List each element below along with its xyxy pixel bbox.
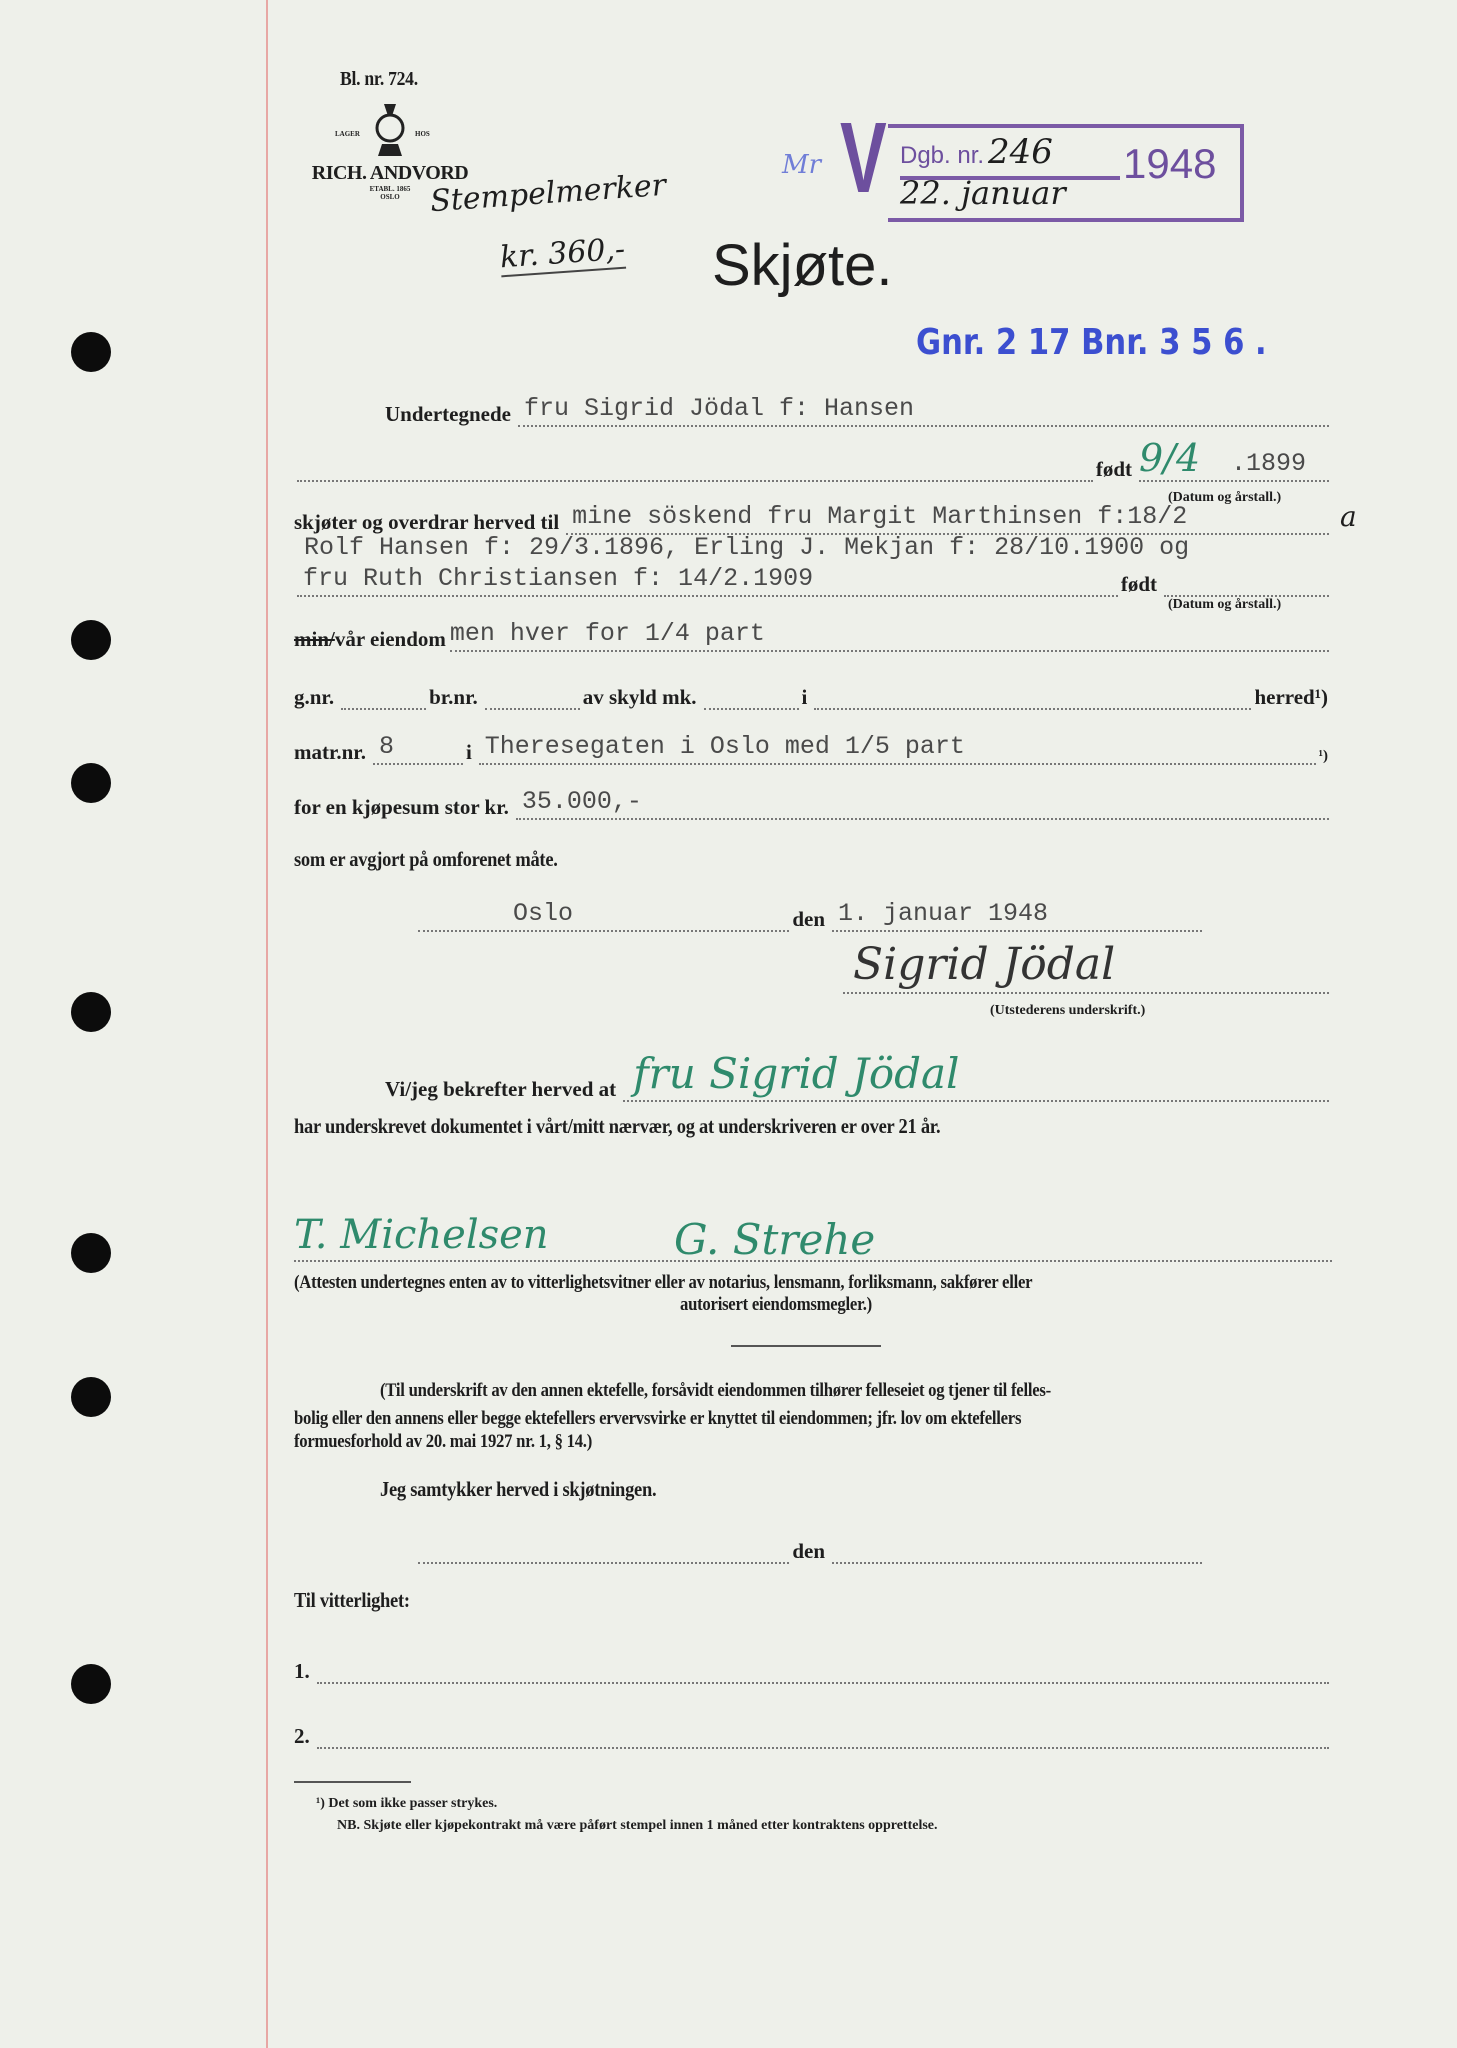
punch-hole [71,620,111,660]
field-fodt: født 9/4 .1899 [294,450,1332,482]
dgb-number: 246 [988,132,1053,172]
punch-hole [71,763,111,803]
publisher-logo: LAGER HOS RICH. ANDVORD ETABL. 1865 OSLO [300,96,480,201]
field-confirm: Vi/jeg bekrefter herved at fru Sigrid Jödal [385,1070,1332,1102]
footnote-divider [294,1781,411,1783]
stamp-letter: V [840,102,887,214]
registration-stamp: Dgb. nr. 246 22. januar 1948 [888,124,1244,222]
stamp-initials: Mr [782,150,822,180]
stamp-duty-amount: kr. 360,- [498,231,627,276]
recipients-line-2: Rolf Hansen f: 29/3.1896, Erling J. Mekjan f: 28/10.1900 og [304,533,1190,562]
divider [731,1345,881,1347]
undertegnede-value: fru Sigrid Jödal f: Hansen [523,394,915,423]
field-undertegnede: Undertegnede fru Sigrid Jödal f: Hansen [385,395,1332,427]
footnote-1: ¹) Det som ikke passer strykes. [316,1796,498,1811]
avgjort-text: som er avgjort på omforenet måte. [294,847,558,871]
punch-hole [71,332,111,372]
field-issuer-signature [840,939,1332,994]
stamp-duty-note: Stempelmerker [429,167,668,220]
punch-hole [71,992,111,1032]
field-place-date: Oslo den 1. januar 1948 [415,900,1205,932]
field-matr: matr.nr. 8 i Theresegaten i Oslo med 1/5 part ¹) [294,732,1328,764]
stamp-date: 22. januar [900,174,1066,212]
field-eiendom: min/vår eiendom men hver for 1/4 part [294,620,1332,652]
witness-heading: Til vitterlighet: [294,1588,410,1612]
field-recipients: skjøter og overdrar herved til mine söskend fru Margit Marthinsen f:18/2 [294,503,1332,535]
property-stamp: Gnr. 2 17 Bnr. 3 5 6 . [916,322,1267,363]
issuer-signature: Sigrid Jödal [853,939,1116,990]
field-witness-signatures: T. Michelsen G. Strehe [294,1230,1332,1262]
field-witness-1[interactable]: 1. [294,1652,1332,1684]
field-kjopesum: for en kjøpesum stor kr. 35.000,- [294,788,1332,820]
punch-hole [71,1233,111,1273]
punch-hole [71,1664,111,1704]
consent-text: Jeg samtykker herved i skjøtningen. [380,1477,657,1501]
page-title: Skjøte. [712,233,893,298]
stamp-year: 1948 [1123,140,1217,187]
punch-hole [71,1377,111,1417]
field-recipients-3: fru Ruth Christiansen f: 14/2.1909 født [294,565,1332,597]
field-gnr: g.nr. br.nr. av skyld mk. i herred¹) [294,678,1332,710]
field-witness-2[interactable]: 2. [294,1717,1332,1749]
field-consent-date[interactable]: den [415,1532,1205,1564]
logo-figure-icon [370,98,410,158]
confirm-text: har underskrevet dokumentet i vårt/mitt nærvær, og at underskriveren er over 21 år. [294,1114,941,1138]
footnote-nb: NB. Skjøte eller kjøpekontrakt må være påført stempel innen 1 måned etter kontraktens opprettelse. [337,1818,938,1833]
margin-line [266,0,268,2048]
form-number: Bl. nr. 724. [340,68,418,90]
